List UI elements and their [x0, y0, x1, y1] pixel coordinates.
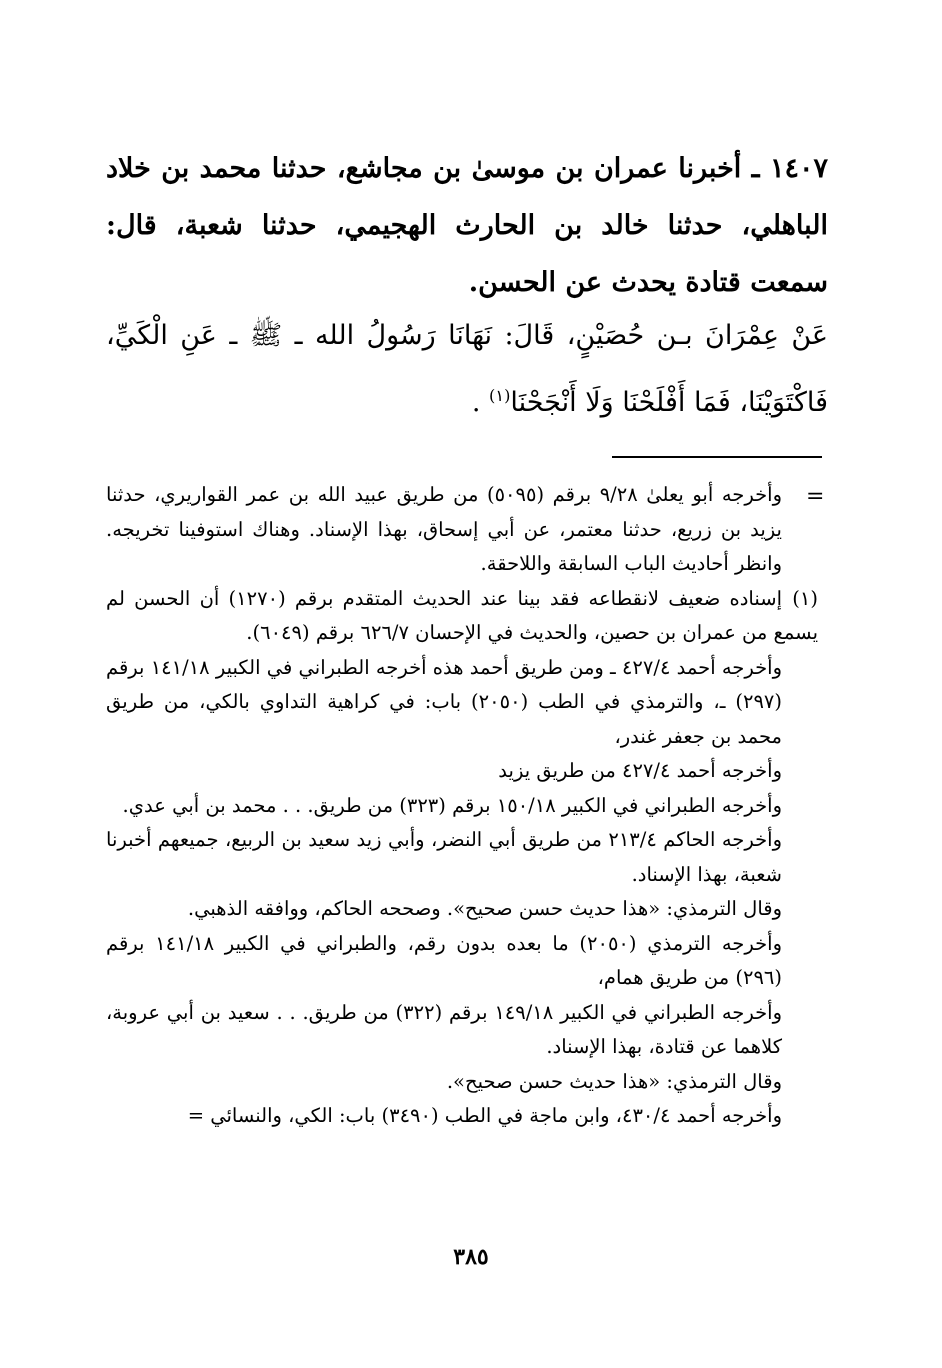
- hadith-isnad-text: ١٤٠٧ ـ أخبرنا عمران بن موسىٰ بن مجاشع، حدثنا محمد بن خلاد الباهلي، حدثنا خالد بن الحارث الهجيمي، حدثنا شعبة، قال: سمعت قتادة يحدث عن الحسن.: [106, 153, 828, 298]
- footnote-1-text: إسناده ضعيف لانقطاعه فقد بينا عند الحديث المتقدم برقم (١٢٧٠) أن الحسن لم يسمع من عمران بن حصين، والحديث في الإحسان ٦٢٦/٧ برقم (٦٠٤٩).: [106, 586, 818, 644]
- footnote-para: وأخرجه أحمد ٤٢٧/٤ ـ ومن طريق أحمد هذه أخرجه الطبراني في الكبير ١٤١/١٨ برقم (٢٩٧) ـ، والترمذي في الطب (٢٠٥٠) باب: في كراهية التداوي بالكي، من طريق محمد بن جعفر غندر،: [106, 655, 782, 748]
- hadith-matn-text: عَنْ عِمْرَانَ بـن حُصَيْنٍ، قَالَ: نَهَانَا رَسُولُ الله ـ ﷺ ـ عَنِ الْكَيِّ، فَاكْتَوَيْنَا، فَمَا أَفْلَحْنَا وَلَا أَنْجَحْنَا: [106, 320, 828, 418]
- footnote-para: وأخرجه الترمذي (٢٠٥٠) ما بعده بدون رقم، والطبراني في الكبير ١٤١/١٨ برقم (٢٩٦) من طريق همام،: [106, 931, 782, 989]
- footnote-para: وأخرجه أحمد ٤٢٧/٤ من طريق يزيد: [498, 759, 782, 782]
- footnote-carried-over: وأخرجه أبو يعلىٰ ٩/٢٨ برقم (٥٠٩٥) من طريق عبيد الله بن عمر القواريري، حدثنا يزيد بن زريع، حدثنا معتمر، عن أبي إسحاق، بهذا الإسناد. وهناك استوفينا تخريجه. وانظر أحاديث الباب السابقة واللاحقة.: [106, 483, 782, 575]
- footnote-para: وقال الترمذي: «هذا حديث حسن صحيح». وصححه الحاكم، ووافقه الذهبي.: [187, 897, 782, 920]
- footnote-ref[interactable]: (١): [489, 386, 511, 405]
- footnotes: [106, 478, 818, 1134]
- hadith-matn-end: .: [471, 387, 481, 418]
- footnote-para: وقال الترمذي: «هذا حديث حسن صحيح».: [446, 1069, 782, 1093]
- hadith-matn: [106, 306, 828, 433]
- footnote-para: وأخرجه الطبراني في الكبير ١٤٩/١٨ برقم (٣٢٢) من طريق. . . سعيد بن أبي عروبة، كلاهما عن قتادة، بهذا الإسناد.: [106, 1000, 782, 1058]
- footnote-1-marker: (١): [792, 586, 818, 610]
- footnote-separator: [612, 456, 822, 458]
- page-number: ٣٨٥: [453, 1244, 489, 1270]
- footnote-1: [106, 582, 818, 651]
- footnote-para: وأخرجه أحمد ٤٣٠/٤، وابن ماجة في الطب (٣٤٩٠) باب: الكي، والنسائي =: [187, 1104, 782, 1127]
- continuation-mark: =: [806, 484, 825, 509]
- hadith-isnad: [106, 140, 828, 311]
- footnote-para: وأخرجه الطبراني في الكبير ١٥٠/١٨ برقم (٣٢٣) من طريق. . . محمد بن أبي عدي.: [122, 793, 782, 817]
- footnote-para: وأخرجه الحاكم ٢١٣/٤ من طريق أبي النضر، وأبي زيد سعيد بن الربيع، جميعهم أخبرنا شعبة، بهذا الإسناد.: [106, 828, 783, 886]
